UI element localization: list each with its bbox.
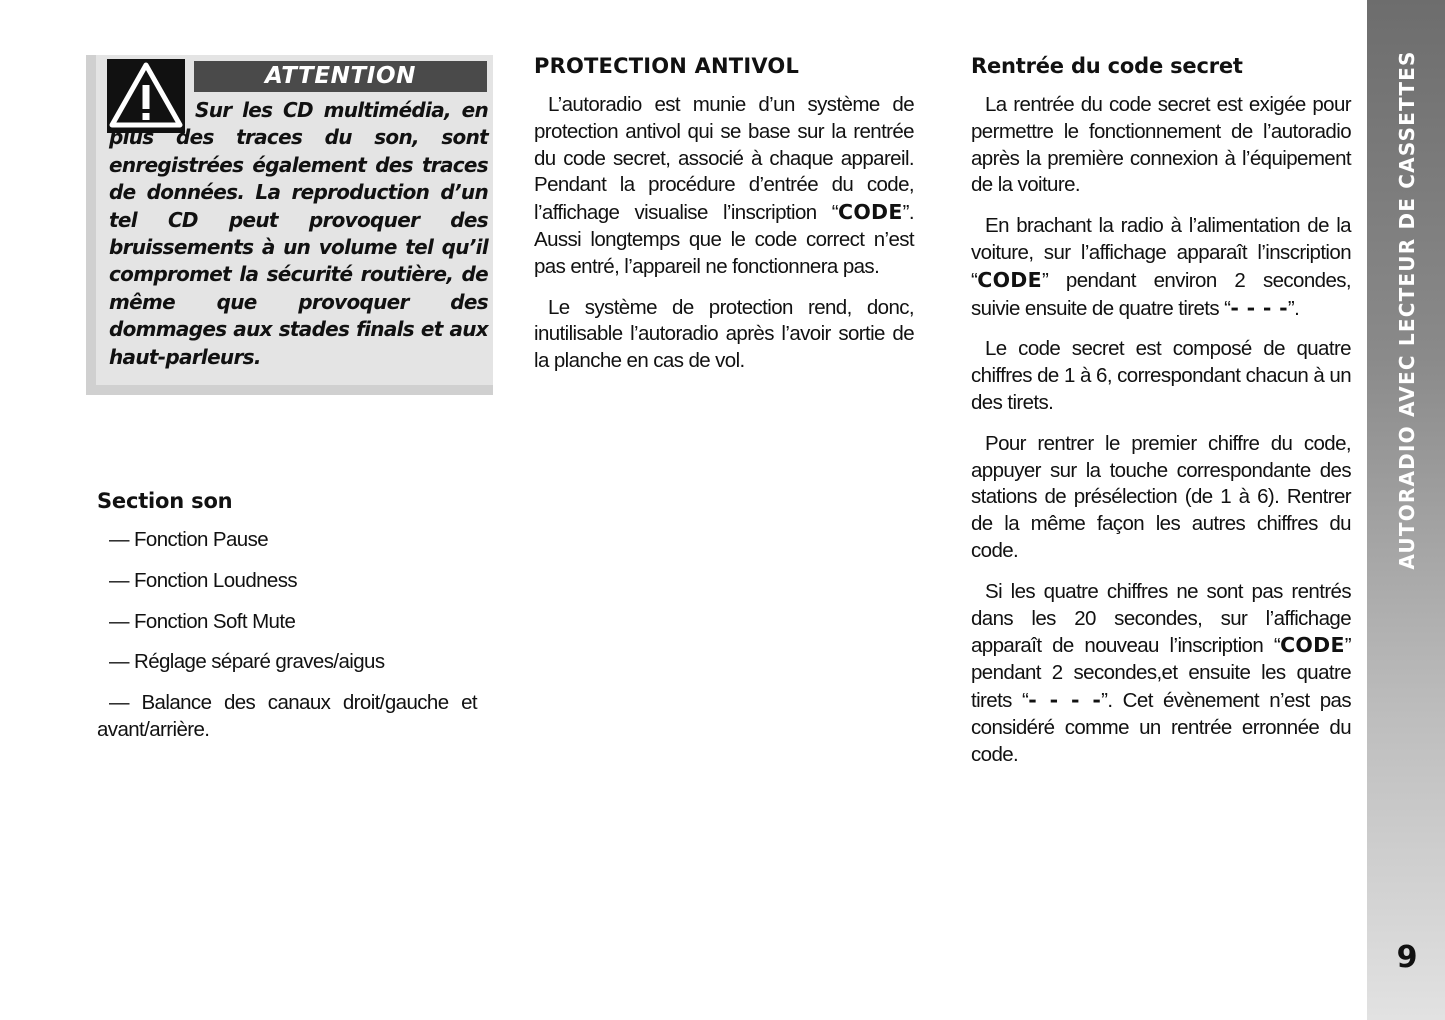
antitheft-heading: PROTECTION ANTIVOL [534, 54, 800, 78]
dashes-keyword: - - - - [1028, 687, 1102, 712]
secret-code-section [971, 52, 1351, 782]
sound-section [97, 487, 477, 758]
secret-code-paragraph-4: Pour rentrer le premier chiffre du code, appuyer sur la touche correspondante des stations de présélection (de 1 à 6). Rentrer de la même façon les autres chiffres du code. [971, 431, 1351, 562]
secret-code-paragraph-5: Si les quatre chiffres ne sont pas rentrés dans les 20 secondes, sur l’affichage apparaît de nouveau l’inscription “CODE” pendant 2 secondes,et ensuite les quatre tirets “- - - -”. Cet évènement n’est pas considéré comme un rentrée erronnée du code. [971, 579, 1351, 766]
page-number: 9 [1396, 940, 1418, 975]
antitheft-paragraph-1: L’autoradio est munie d’un système de protection antivol qui se base sur la rentrée du code secret, associé à chaque appareil. Pendant la procédure d’entrée du code, l’affichage visualise l’inscription “CODE”. Aussi longtemps que le code correct n’est pas entré, l’appareil ne fonctionnera pas. [534, 93, 914, 278]
code-keyword: CODE [977, 267, 1042, 292]
list-item: — Fonction Pause [109, 528, 269, 551]
warning-text-block [109, 97, 488, 371]
section-side-title: AUTORADIO AVEC LECTEUR DE CASSETTES [1395, 50, 1419, 570]
warning-text: Sur les CD multimédia, en plus des traces du son, sont enregistrées également des traces de données. La reproduction d’un tel CD peut provoquer des bruissements à un volume tel qu’il compromet la sécurité routière, de même que provoquer des dommages aux stades finals et aux haut-parleurs. [109, 98, 488, 369]
code-keyword: CODE [1280, 633, 1345, 658]
dashes-keyword: - - - - [1230, 295, 1288, 320]
sound-section-heading: Section son [97, 489, 233, 513]
list-item: — Fonction Loudness [109, 568, 298, 592]
secret-code-paragraph-2: En brachant la radio à l’alimentation de la voiture, sur l’affichage apparaît l’inscription “CODE” pendant environ 2 secondes, suivie ensuite de quatre tirets “- - - -”. [971, 214, 1351, 320]
secret-code-heading: Rentrée du code secret [971, 54, 1243, 78]
secret-code-paragraph-1: La rentrée du code secret est exigée pour permettre le fonctionnement de l’autoradio après la première connexion à l’équipement de la voiture. [971, 93, 1351, 197]
list-item: — Balance des canaux droit/gauche et avant/arrière. [97, 691, 477, 741]
warning-title: ATTENTION [194, 61, 487, 92]
antitheft-paragraph-2: Le système de protection rend, donc, inutilisable l’autoradio après l’avoir sortie de la planche en cas de vol. [534, 295, 914, 373]
secret-code-paragraph-3: Le code secret est composé de quatre chiffres de 1 à 6, correspondant chacun à un des tirets. [971, 337, 1351, 414]
list-item: — Réglage séparé graves/aigus [109, 650, 385, 674]
list-item: — Fonction Soft Mute [109, 609, 296, 633]
antitheft-section [534, 52, 914, 389]
code-keyword: CODE [837, 200, 903, 225]
